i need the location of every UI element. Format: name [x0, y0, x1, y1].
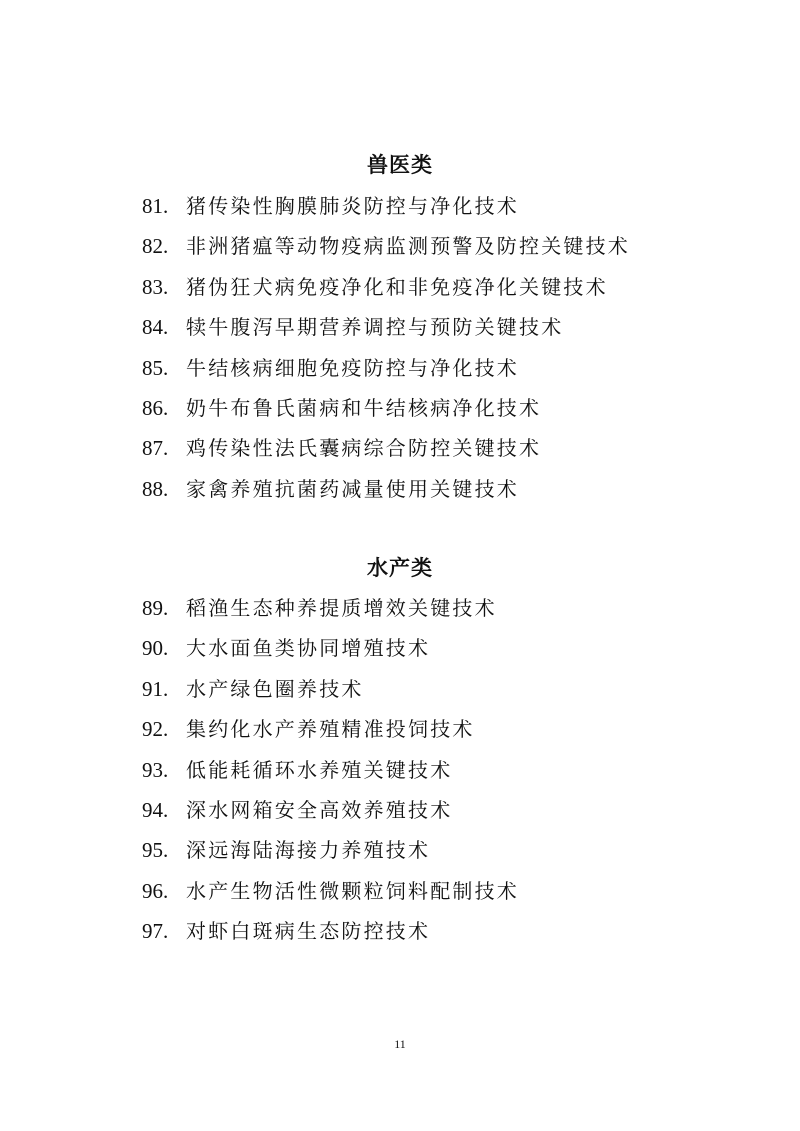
item-text: 大水面鱼类协同增殖技术	[186, 636, 431, 661]
section-title-veterinary: 兽医类	[367, 153, 433, 177]
item-number: 90.	[142, 636, 169, 661]
item-number: 82.	[142, 234, 169, 259]
item-number: 92.	[142, 717, 169, 742]
list-item	[142, 871, 519, 911]
item-number: 97.	[142, 919, 169, 944]
item-text: 非洲猪瘟等动物疫病监测预警及防控关键技术	[186, 234, 630, 259]
item-text: 低能耗循环水养殖关键技术	[186, 757, 453, 782]
list-item	[142, 428, 630, 468]
item-number: 86.	[142, 395, 169, 420]
item-text: 猪伪狂犬病免疫净化和非免疫净化关键技术	[186, 274, 608, 299]
item-number: 93.	[142, 757, 169, 782]
section-title-aquaculture: 水产类	[367, 556, 433, 580]
item-text: 稻渔生态种养提质增效关键技术	[186, 596, 497, 620]
item-text: 深远海陆海接力养殖技术	[186, 838, 431, 863]
item-text: 深水网箱安全高效养殖技术	[186, 797, 453, 822]
item-number: 83.	[142, 274, 169, 299]
item-text: 集约化水产养殖精准投饲技术	[186, 717, 475, 742]
list-item	[142, 669, 519, 709]
page-number: 11	[394, 1037, 406, 1051]
list-item	[142, 588, 519, 628]
list-item	[142, 307, 630, 347]
item-text: 水产绿色圈养技术	[186, 676, 364, 701]
item-text: 水产生物活性微颗粒饲料配制技术	[186, 878, 519, 903]
list-item	[142, 709, 519, 749]
list-item	[142, 790, 519, 830]
list-item	[142, 628, 519, 668]
list-item	[142, 830, 519, 870]
veterinary-list	[142, 186, 630, 509]
list-item	[142, 911, 519, 951]
list-item	[142, 388, 630, 428]
list-item	[142, 348, 630, 388]
aquaculture-list	[142, 588, 519, 952]
list-item	[142, 469, 630, 509]
item-text: 犊牛腹泻早期营养调控与预防关键技术	[186, 315, 564, 340]
item-number: 85.	[142, 355, 169, 380]
list-item	[142, 186, 630, 226]
item-number: 91.	[142, 676, 169, 701]
item-number: 84.	[142, 315, 169, 340]
list-item	[142, 267, 630, 307]
item-number: 81.	[142, 194, 169, 218]
item-number: 88.	[142, 476, 169, 501]
item-number: 87.	[142, 436, 169, 461]
item-text: 牛结核病细胞免疫防控与净化技术	[186, 355, 519, 380]
item-text: 对虾白斑病生态防控技术	[186, 919, 431, 944]
item-number: 96.	[142, 878, 169, 903]
item-number: 94.	[142, 797, 169, 822]
item-text: 奶牛布鲁氏菌病和牛结核病净化技术	[186, 395, 542, 420]
item-number: 95.	[142, 838, 169, 863]
item-text: 家禽养殖抗菌药减量使用关键技术	[186, 476, 519, 501]
item-number: 89.	[142, 596, 169, 620]
item-text: 鸡传染性法氏囊病综合防控关键技术	[186, 436, 542, 461]
list-item	[142, 750, 519, 790]
list-item	[142, 226, 630, 266]
item-text: 猪传染性胸膜肺炎防控与净化技术	[186, 194, 519, 218]
